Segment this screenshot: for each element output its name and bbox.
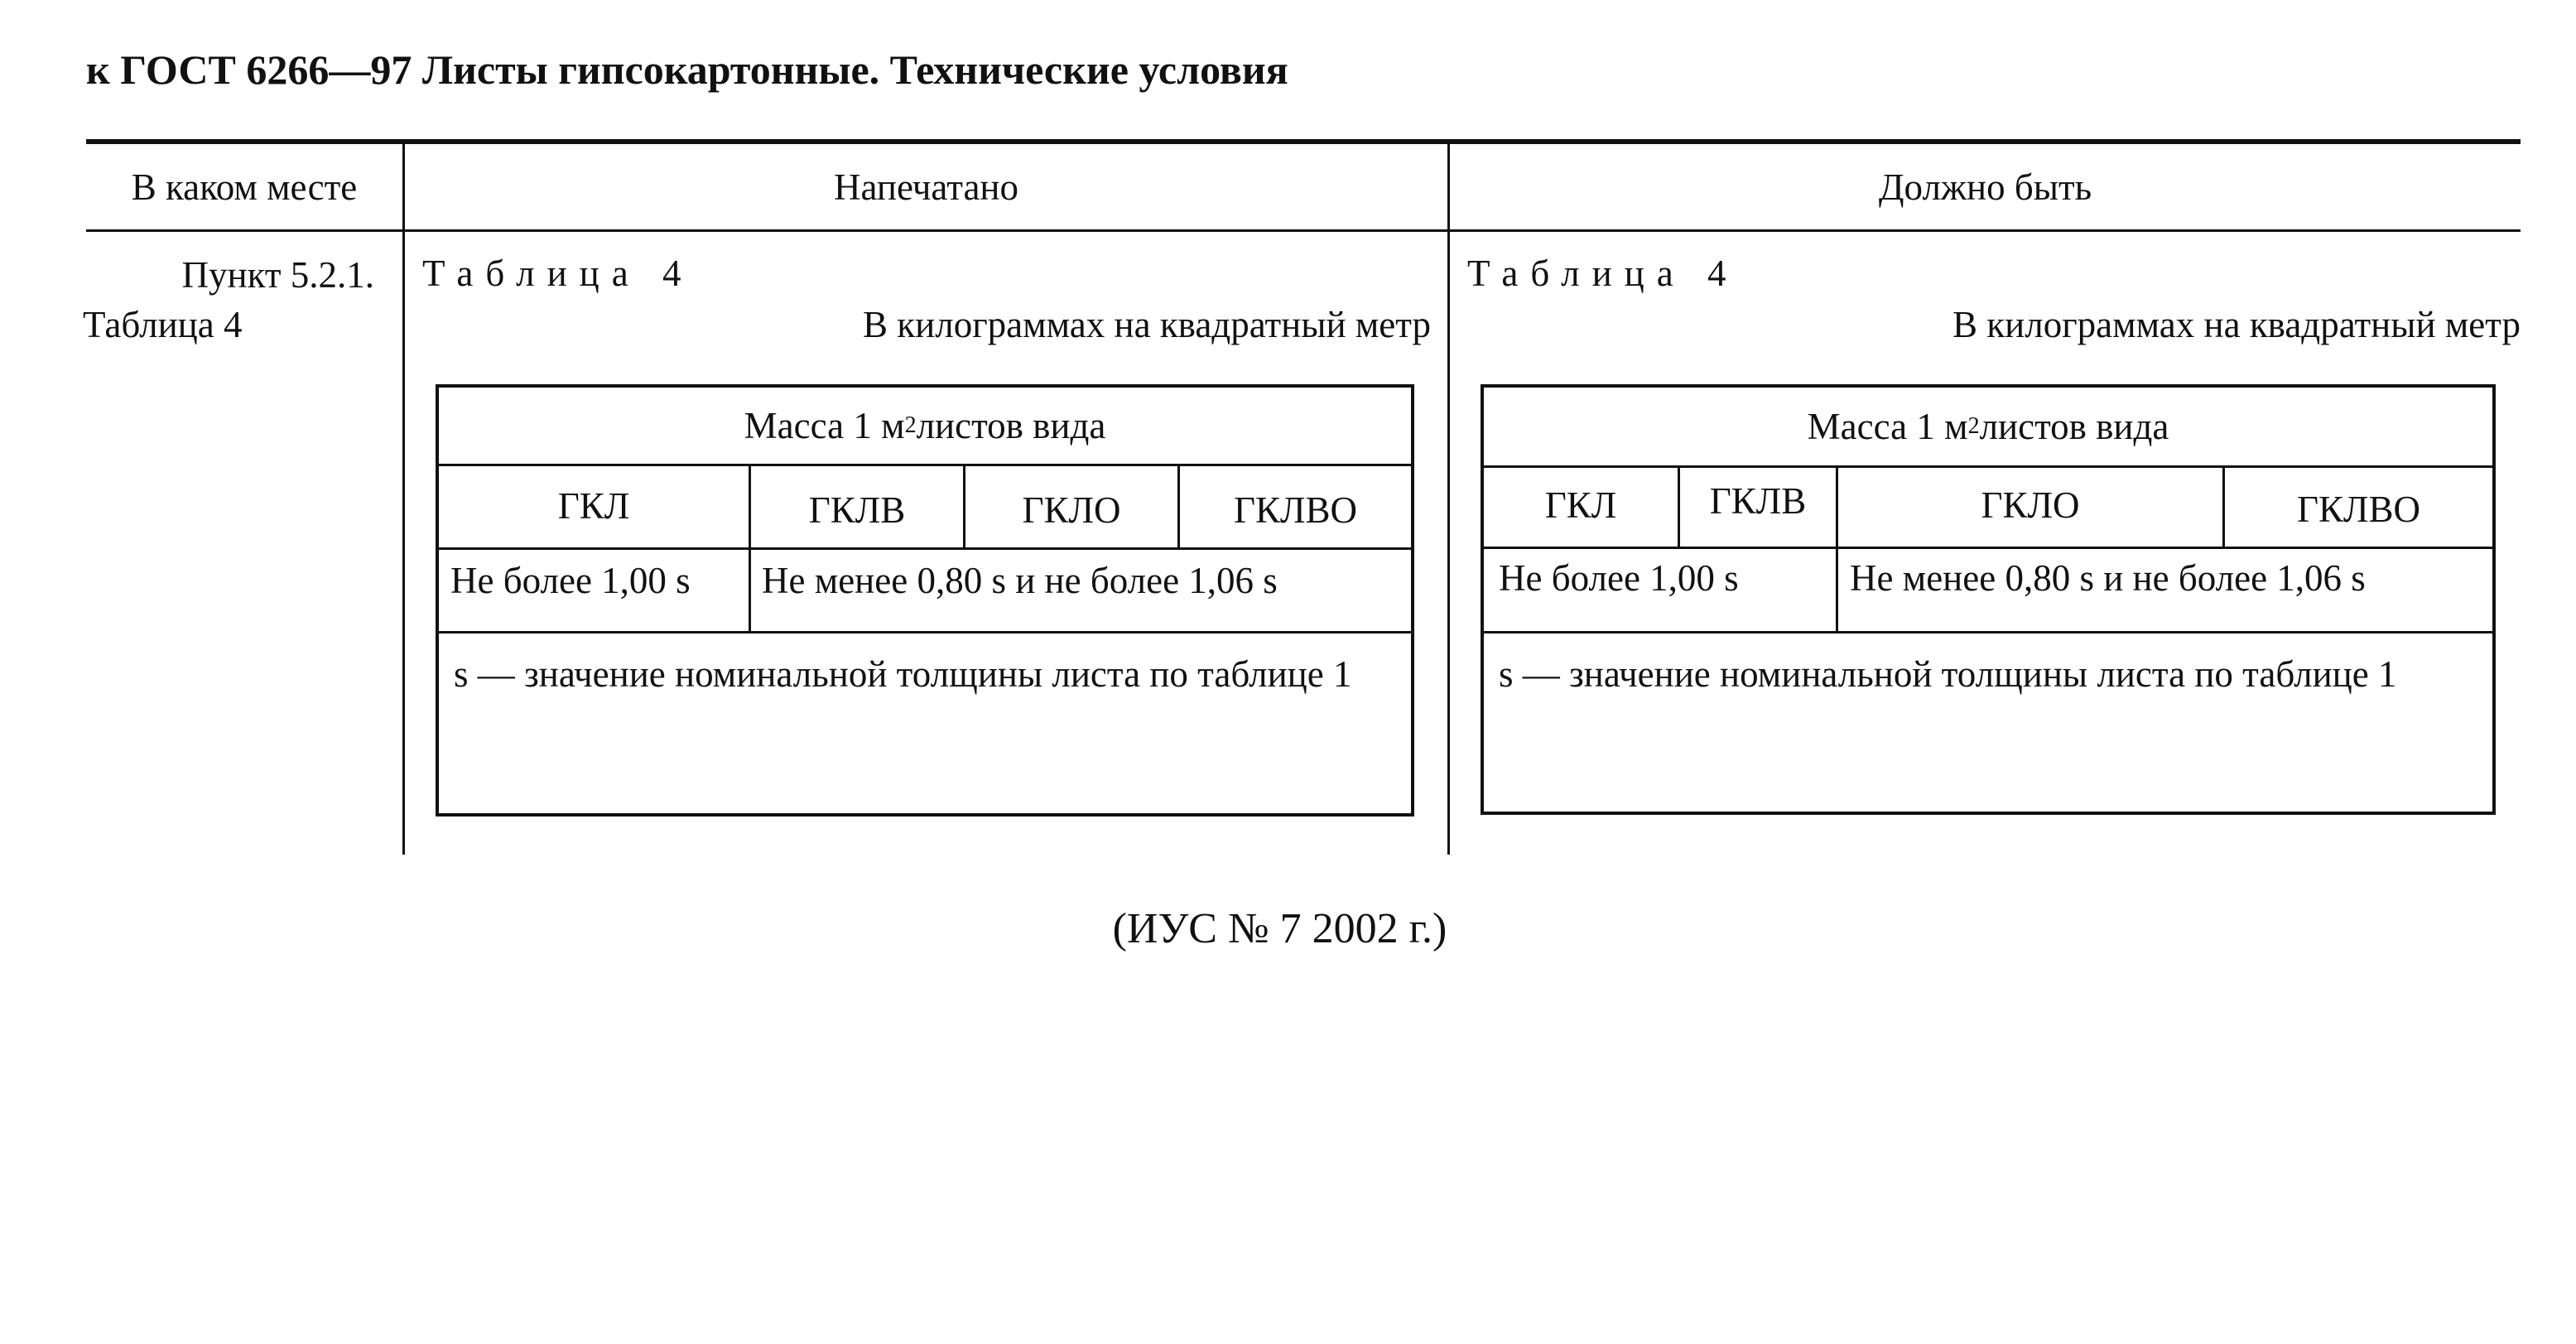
should-inner-table (1481, 384, 2496, 815)
header-printed: Напечатано (833, 166, 1019, 208)
should-note: s — значение номинальной толщины листа по таблице 1 (1499, 653, 2397, 695)
table-header-rule (86, 229, 2521, 232)
printed-divider-c (1177, 464, 1180, 547)
printed-table-label: Таблица 4 (422, 253, 694, 294)
table-column-divider-1 (402, 144, 405, 855)
should-mass-header-post: листов вида (1979, 406, 2169, 447)
printed-mass-header-post: листов вида (916, 405, 1106, 446)
place-line-2: Таблица 4 (83, 304, 243, 345)
should-divider-c (2222, 465, 2225, 547)
should-type-gklv: ГКЛВ (1709, 480, 1807, 522)
should-rule-3 (1484, 631, 2492, 633)
should-type-gkl: ГКЛ (1544, 484, 1617, 526)
printed-type-gklv: ГКЛВ (808, 489, 906, 531)
printed-type-gklo: ГКЛО (1022, 489, 1121, 531)
should-rule-2 (1484, 547, 2492, 549)
printed-units: В килограммах на квадратный метр (863, 304, 1431, 345)
document-title: к ГОСТ 6266—97 Листы гипсокартонные. Технические условия (86, 46, 1288, 93)
printed-rule-2 (439, 547, 1411, 550)
printed-inner-table (436, 384, 1414, 817)
printed-mass-header-pre: Масса 1 м (744, 405, 905, 446)
printed-type-gkl: ГКЛ (557, 485, 630, 527)
printed-note: s — значение номинальной толщины листа по таблице 1 (454, 653, 1352, 695)
should-divider-a (1678, 465, 1680, 547)
printed-divider-b (963, 464, 965, 547)
table-column-divider-2 (1447, 144, 1450, 855)
printed-mass-header: Масса 1 м 2 листов вида (439, 388, 1411, 464)
should-mass-header-pre: Масса 1 м (1807, 406, 1968, 447)
should-units: В килограммах на квадратный метр (1952, 304, 2521, 345)
printed-rule-3 (439, 631, 1411, 633)
should-table-label: Таблица 4 (1467, 253, 1739, 294)
should-type-gklvo: ГКЛВО (2296, 489, 2421, 530)
place-line-1: Пункт 5.2.1. (181, 254, 374, 296)
footer-source (0, 903, 2576, 956)
should-value-b: Не менее 0,80 s и не более 1,06 s (1850, 557, 2366, 599)
footer-text: (ИУС № 7 2002 г.) (1112, 905, 1447, 952)
should-mass-header: Масса 1 м 2 листов вида (1484, 388, 2492, 465)
should-value-a: Не более 1,00 s (1499, 557, 1739, 599)
printed-value-a: Не более 1,00 s (450, 560, 691, 601)
printed-value-b: Не менее 0,80 s и не более 1,06 s (762, 560, 1278, 601)
place-cell (83, 250, 374, 349)
printed-type-gklvo: ГКЛВО (1233, 489, 1358, 531)
header-place: В каком месте (131, 166, 358, 208)
should-type-gklo: ГКЛО (1981, 484, 2080, 526)
header-should-be: Должно быть (1878, 166, 2092, 208)
